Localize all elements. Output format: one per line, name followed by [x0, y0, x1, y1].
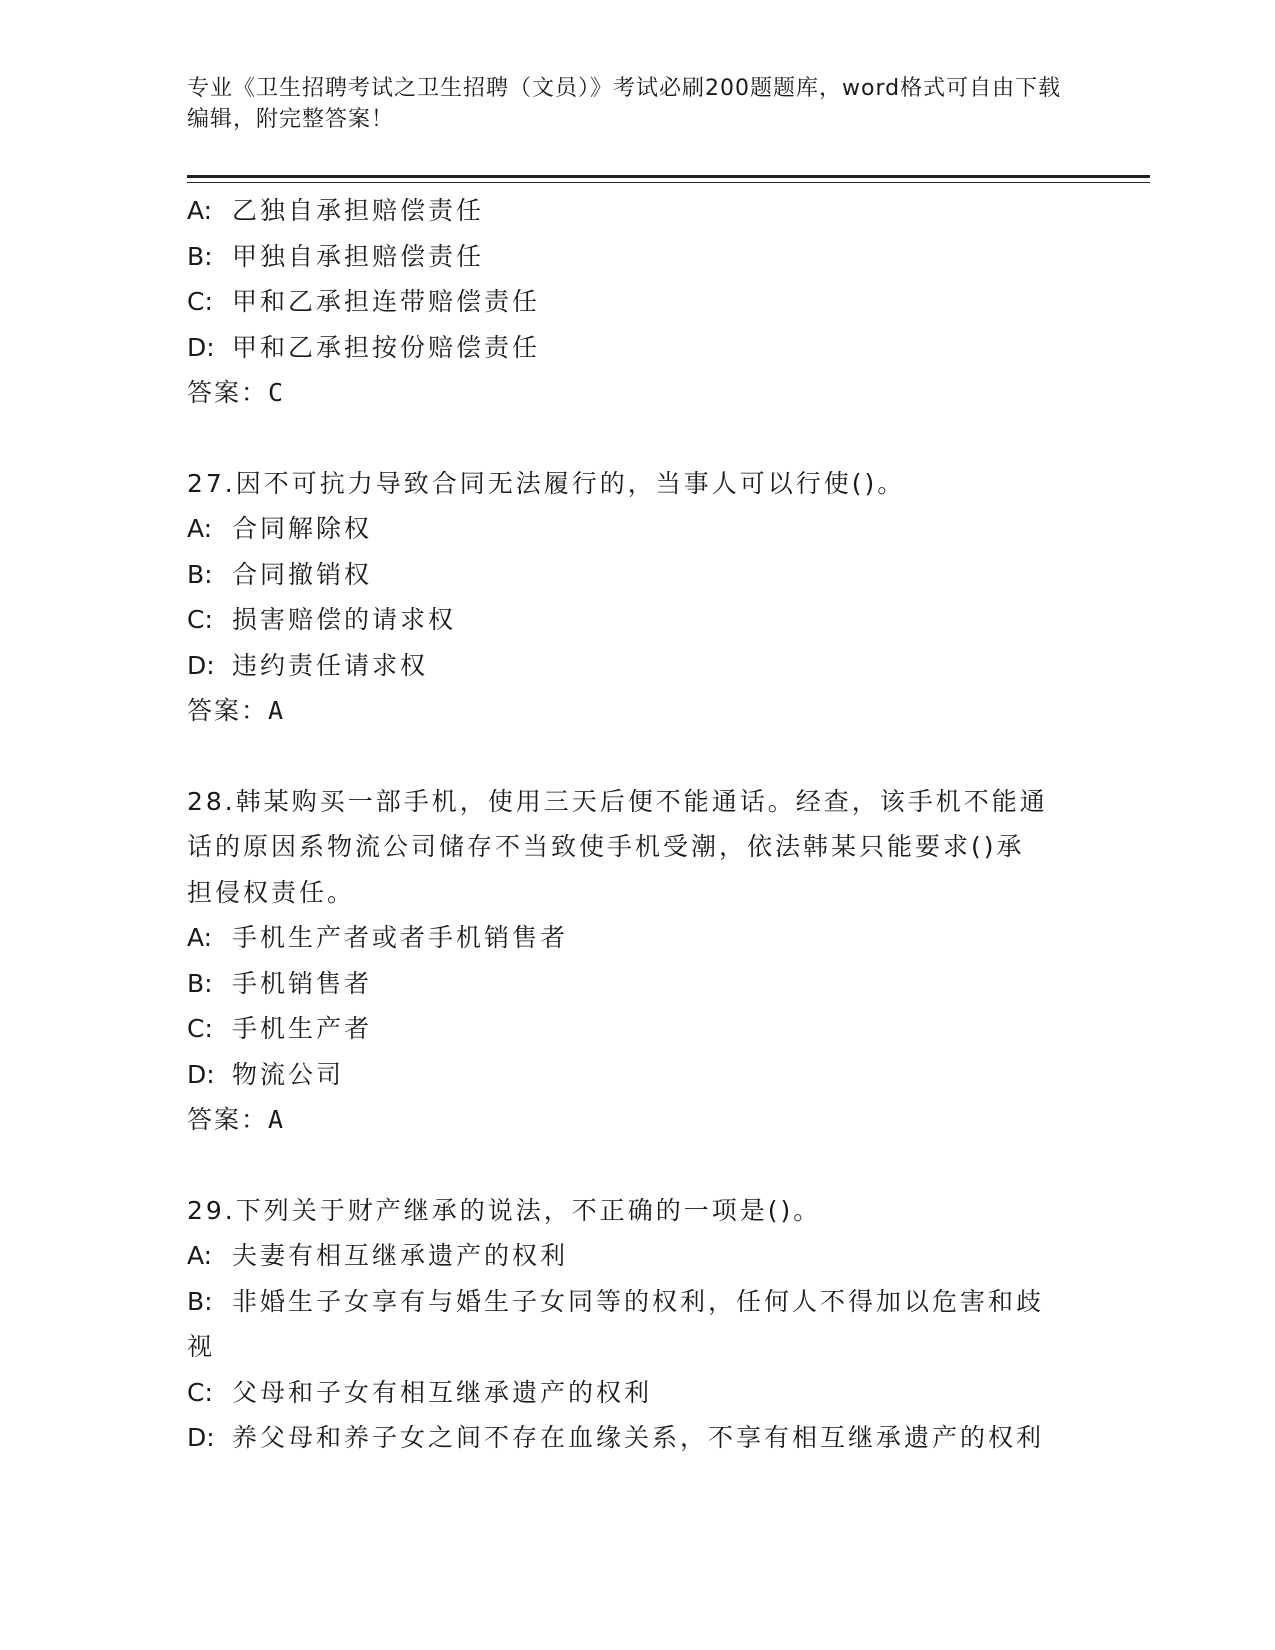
option-d — [187, 1052, 1087, 1098]
answer-line — [187, 1097, 1087, 1143]
spacer — [187, 1143, 1087, 1188]
option-label: D: — [187, 332, 215, 362]
option-c — [187, 597, 1087, 643]
option-text: 手机生产者或者手机销售者 — [232, 923, 569, 952]
option-text: 父母和子女有相互继承遗产的权利 — [232, 1377, 653, 1407]
spacer — [187, 416, 1087, 461]
option-label: D: — [187, 1423, 215, 1452]
option-a — [187, 1233, 1087, 1279]
option-label: D: — [187, 1059, 215, 1089]
question-list — [187, 188, 1087, 1461]
question-27 — [187, 461, 1087, 734]
option-text: 乙独自承担赔偿责任 — [232, 196, 485, 225]
option-text: 甲独自承担赔偿责任 — [232, 241, 485, 271]
option-d — [187, 1415, 1087, 1461]
answer-value: A — [268, 696, 286, 725]
option-text: 合同解除权 — [232, 514, 373, 543]
option-b — [187, 552, 1087, 598]
question-stem: 29.下列关于财产继承的说法，不正确的一项是()。 — [187, 1195, 822, 1225]
question-28 — [187, 779, 1087, 1143]
question-stem-line-1: 28.韩某购买一部手机，使用三天后便不能通话。经查，该手机不能通 — [187, 786, 1048, 816]
answer-label: 答案： — [187, 1105, 269, 1134]
option-b — [187, 234, 1087, 280]
option-b — [187, 1279, 1087, 1325]
option-label: C: — [187, 1014, 213, 1043]
answer-line — [187, 688, 1087, 734]
option-label: B: — [187, 559, 213, 589]
option-label: C: — [187, 605, 213, 634]
option-a — [187, 915, 1087, 961]
answer-line — [187, 370, 1087, 416]
option-text: 违约责任请求权 — [232, 650, 429, 680]
option-label: B: — [187, 968, 213, 998]
option-label: D: — [187, 650, 215, 680]
option-text: 手机销售者 — [232, 968, 373, 998]
option-text: 物流公司 — [232, 1059, 345, 1089]
option-text: 甲和乙承担连带赔偿责任 — [232, 287, 541, 316]
option-label: A: — [187, 514, 213, 543]
option-text: 合同撤销权 — [232, 559, 373, 589]
option-a — [187, 188, 1087, 234]
question-29 — [187, 1188, 1087, 1461]
option-c — [187, 279, 1087, 325]
question-stem: 27.因不可抗力导致合同无法履行的，当事人可以行使()。 — [187, 468, 906, 498]
option-text: 甲和乙承担按份赔偿责任 — [232, 332, 541, 362]
option-text: 损害赔偿的请求权 — [232, 605, 457, 634]
answer-value: A — [268, 1105, 286, 1134]
option-label: C: — [187, 287, 213, 316]
option-c — [187, 1006, 1087, 1052]
option-d — [187, 643, 1087, 689]
option-label: A: — [187, 923, 213, 952]
question-stem-line-3: 担侵权责任。 — [187, 877, 356, 907]
option-text: 非婚生子女享有与婚生子女同等的权利，任何人不得加以危害和歧 — [232, 1286, 1045, 1316]
spacer — [187, 734, 1087, 779]
question-stem-line-2: 话的原因系物流公司储存不当致使手机受潮，依法韩某只能要求()承 — [187, 832, 1025, 861]
option-text: 养父母和养子女之间不存在血缘关系，不享有相互继承遗产的权利 — [232, 1423, 1045, 1452]
option-text: 夫妻有相互继承遗产的权利 — [232, 1241, 569, 1270]
option-c — [187, 1370, 1087, 1416]
option-d — [187, 325, 1087, 371]
answer-label: 答案： — [187, 378, 269, 407]
option-label: A: — [187, 1241, 213, 1270]
option-label: A: — [187, 196, 213, 225]
option-b-continued: 视 — [187, 1332, 216, 1361]
option-a — [187, 506, 1087, 552]
answer-value: C — [268, 378, 286, 407]
header-divider-thick — [187, 175, 1150, 178]
option-text: 手机生产者 — [232, 1014, 373, 1043]
option-b — [187, 961, 1087, 1007]
option-label: B: — [187, 1286, 213, 1316]
document-header: 专业《卫生招聘考试之卫生招聘（文员）》考试必刷200题题库，word格式可自由下载编辑，附完整答案！ — [187, 76, 1062, 132]
option-label: B: — [187, 241, 213, 271]
question-26 — [187, 188, 1087, 416]
header-divider-thin — [187, 182, 1150, 183]
option-label: C: — [187, 1377, 213, 1407]
answer-label: 答案： — [187, 696, 269, 725]
